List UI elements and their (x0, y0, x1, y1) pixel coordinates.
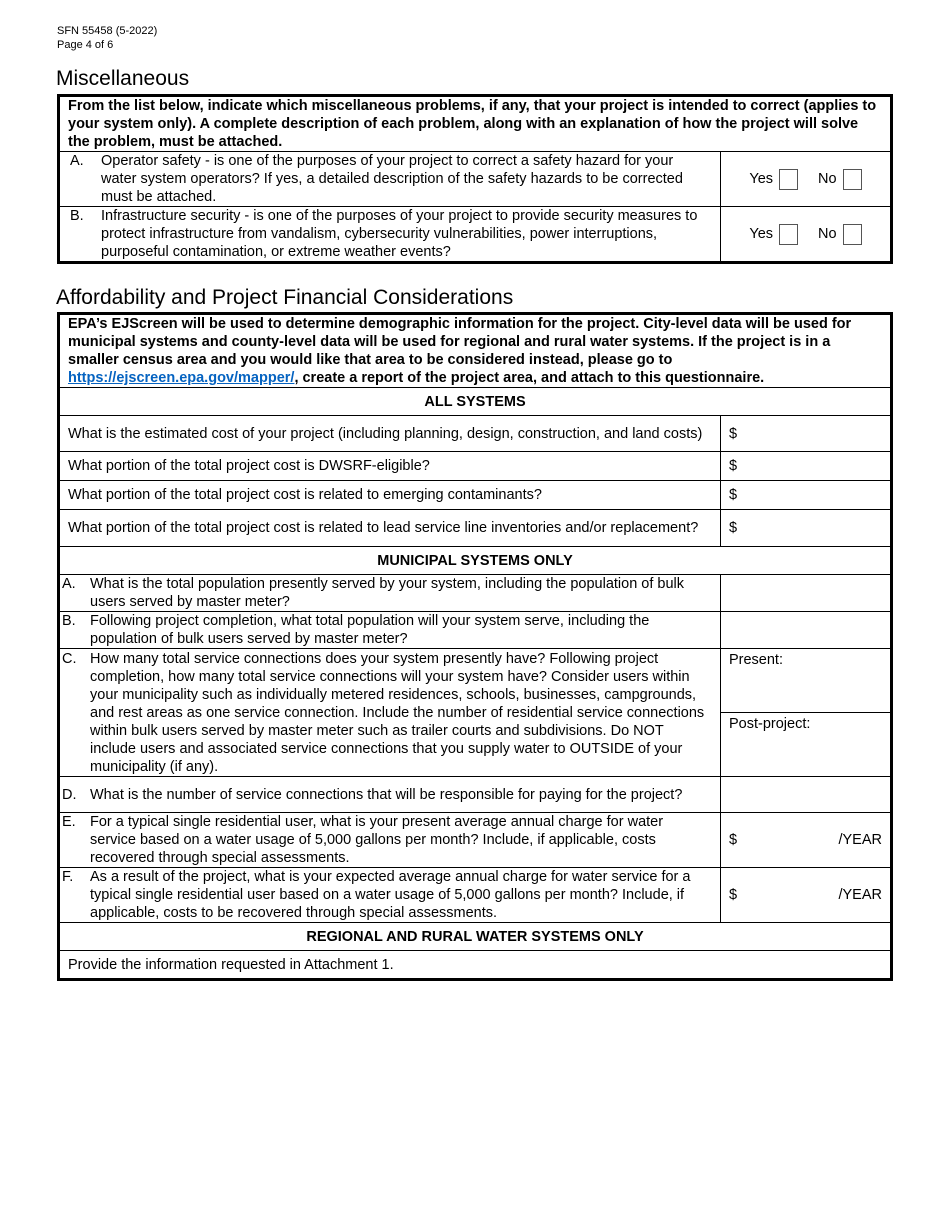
intro-text: EPA’s EJScreen will be used to determine demographic information for the project. City-level data will be used for municipal systems and county-level data will be used for regional and rural water systems. If the project is in a smaller census area and you would like that area to be considered instead, please go to (68, 316, 852, 368)
connections-post-input[interactable]: Post-project: (720, 713, 891, 777)
dollar-label: $ (728, 887, 738, 903)
municipal-question-b: Following project completion, what total population will your system serve, including the population of bulk users served by master meter? (90, 613, 650, 647)
intro-text-end: , create a report of the project area, and attach to this questionnaire. (294, 370, 765, 386)
no-checkbox-a[interactable] (843, 169, 862, 190)
item-letter: C. (62, 650, 77, 667)
expected-charge-input[interactable] (720, 868, 891, 923)
dwsrf-input[interactable]: $ (720, 452, 891, 481)
connections-present-input[interactable]: Present: (720, 649, 891, 713)
yes-checkbox-a[interactable] (779, 169, 798, 190)
emerging-input[interactable]: $ (720, 481, 891, 510)
lead-input[interactable]: $ (720, 510, 891, 547)
item-letter: B. (62, 613, 76, 629)
page-number: Page 4 of 6 (57, 39, 114, 51)
population-present-input[interactable] (720, 575, 891, 612)
regional-text: Provide the information requested in Attachment 1. (59, 951, 892, 980)
item-letter: B. (70, 208, 84, 224)
municipal-question-a: What is the total population presently served by your system, including the population of bulk users served by master meter? (90, 576, 685, 610)
form-number: SFN 55458 (5-2022) (57, 25, 158, 37)
no-checkbox-b[interactable] (843, 224, 862, 245)
dollar-label: $ (728, 832, 738, 848)
yes-label: Yes (749, 171, 774, 187)
municipal-question-c: How many total service connections does your system presently have? Following project completion, how many total service connections will your system have? Consider users within your municipality such as individually metered residences, schools, businesses, campgrounds, and rest areas as one service connection. Include the number of residential service connections within bulk users served by master meter such as trailer courts and subdivisions. Do NOT include users and associated service connections that you supply water to OUTSIDE of your municipality (if any). (90, 650, 705, 775)
municipal-question-e: For a typical single residential user, what is your present average annual charge for water service based on a water usage of 5,000 gallons per month? Include, if applicable, costs recovered through special assessments. (90, 814, 664, 866)
population-future-input[interactable] (720, 612, 891, 649)
present-charge-input[interactable] (720, 813, 891, 868)
ejscreen-link[interactable]: https://ejscreen.epa.gov/mapper/ (68, 370, 295, 386)
yes-label: Yes (749, 226, 774, 242)
emerging-question: What portion of the total project cost is related to emerging contaminants? (59, 481, 721, 510)
per-year-label: /YEAR (838, 832, 882, 848)
misc-table (57, 94, 893, 264)
yes-checkbox-b[interactable] (779, 224, 798, 245)
lead-question: What portion of the total project cost is related to lead service line inventories and/or replacement? (59, 510, 721, 547)
item-letter: E. (62, 814, 76, 830)
all-systems-heading: ALL SYSTEMS (59, 388, 892, 416)
per-year-label: /YEAR (838, 887, 882, 903)
misc-intro: From the list below, indicate which miscellaneous problems, if any, that your project is intended to correct (applies to your system only). A complete description of each problem, along with an explanation of how the project will solve the problem, must be attached. (59, 96, 892, 152)
cost-question: What is the estimated cost of your project (including planning, design, construction, and land costs) (59, 416, 721, 452)
misc-title: Miscellaneous (56, 67, 190, 90)
item-letter: F. (62, 869, 74, 885)
dwsrf-question: What portion of the total project cost is DWSRF-eligible? (59, 452, 721, 481)
item-letter: A. (70, 153, 84, 169)
paying-connections-input[interactable] (720, 777, 891, 813)
regional-heading: REGIONAL AND RURAL WATER SYSTEMS ONLY (59, 923, 892, 951)
municipal-question-f: As a result of the project, what is your expected average annual charge for water service for a typical single residential user based on a water usage of 5,000 gallons per month? Include, if applicable, costs to be recovered through special assessments. (90, 869, 691, 921)
municipal-question-d: What is the number of service connections that will be responsible for paying for the project? (90, 786, 683, 803)
item-letter: A. (62, 576, 76, 592)
municipal-heading: MUNICIPAL SYSTEMS ONLY (59, 547, 892, 575)
affordability-table (57, 312, 893, 981)
misc-question-b: Infrastructure security - is one of the purposes of your project to provide security measures to protect infrastructure from vandalism, cybersecurity vulnerabilities, power interruptions, purposeful contamination, or extreme weather events? (101, 208, 698, 260)
cost-input[interactable]: $ (720, 416, 891, 452)
no-label: No (818, 226, 837, 242)
affordability-intro (59, 314, 892, 388)
no-label: No (818, 171, 837, 187)
misc-question-a: Operator safety - is one of the purposes of your project to correct a safety hazard for your water system operators? If yes, a detailed description of the safety hazards to be corrected must be attached. (101, 153, 683, 205)
affordability-title: Affordability and Project Financial Considerations (56, 286, 514, 309)
item-letter: D. (62, 786, 77, 803)
